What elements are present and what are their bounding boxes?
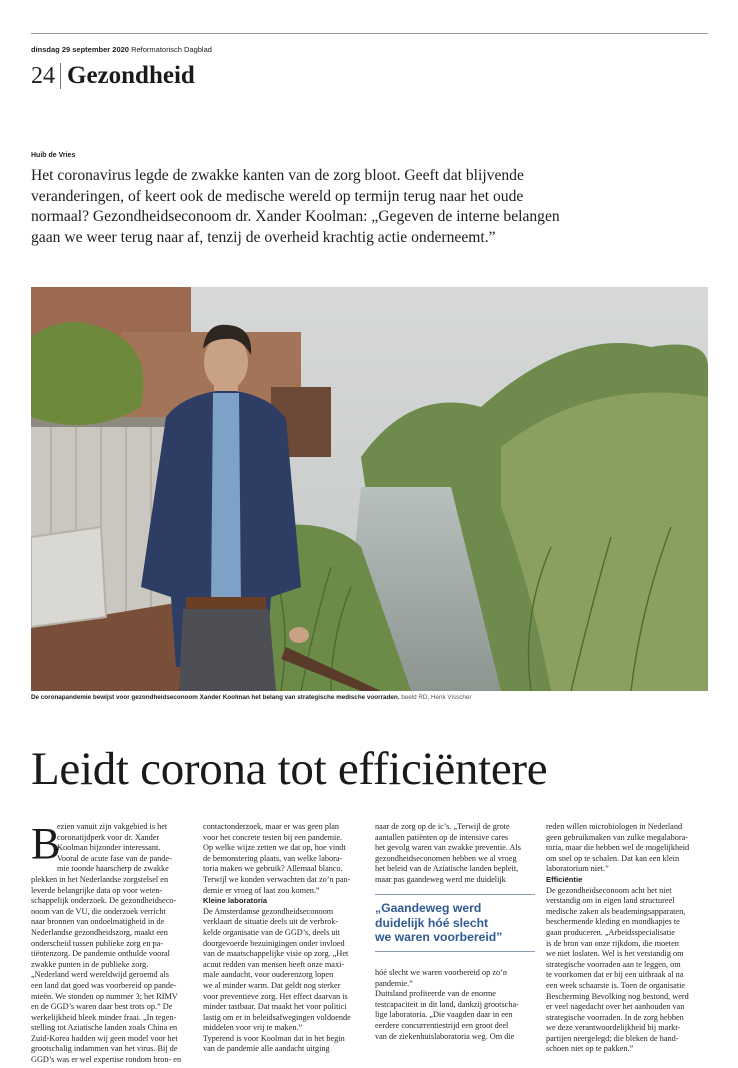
text-line: partijen neergelegd; die bleken de hand- (546, 1033, 679, 1043)
text-line: lige laboratoria. „Die vaagden daar in een (375, 1010, 513, 1020)
pull-quote (375, 894, 535, 952)
text-line: veranderingen, of keert ook de medische wereld op termijn terug naar het oude (31, 187, 524, 205)
text-line: werkelijkheid bleek minder fraai. „In tegen- (31, 1012, 177, 1022)
section-header (31, 60, 195, 92)
text-line: naar de zorg op de ic’s. „Terwijl de grote (375, 822, 510, 831)
text-line: mie toonde haarscherp de zwakke (57, 864, 169, 874)
text-line: Vooral de acute fase van de pande- (57, 853, 172, 863)
text-line: leverde belangrijke data op voor weten- (31, 885, 163, 895)
text-line: gezondheidseconomen hebben we al vroeg (375, 853, 517, 863)
text-line: mieën. We stonden op nummer 3; het RIMV (31, 991, 178, 1001)
text-line: „Gaandeweg werd (375, 901, 482, 915)
text-line: we al minder warm. Dat geldt nog sterker (203, 980, 341, 990)
text-line: gaan produceren. „Arbeidsspecialisatie (546, 927, 675, 937)
text-line: middelen voor vrij te maken.” (203, 1023, 303, 1033)
text-line: Bescherming Bevolking nog bestond, werd (546, 991, 689, 1001)
text-line: pandemie.” (375, 978, 413, 988)
text-line: Koolman bijzonder interessant. (57, 843, 161, 853)
text-line: Op welke wijze zetten we dat op, hoe vindt (203, 843, 346, 853)
text-line: toria, maar die hebben wel de mogelijkheid (546, 843, 690, 853)
subhead-kleine-laboratoria: Kleine laboratoria (203, 896, 268, 906)
text-line: te voorkomen dat er bij een uitbraak al na (546, 970, 684, 980)
column-2 (203, 822, 365, 1055)
photo-illustration (31, 287, 708, 691)
text-line: „Nederland werd wereldwijd geroemd als (31, 970, 169, 980)
text-line: duidelijk hóé slecht (375, 915, 489, 930)
text-line: laboratorium niet.” (546, 864, 609, 874)
text-line: we waren voorbereid” (375, 930, 503, 944)
column-4 (546, 822, 708, 1055)
text-line: ezien vanuit zijn vakgebied is het (57, 822, 168, 831)
text-line: beschermende kleding en mondkapjes te (546, 917, 680, 927)
text-line: Zuid-Korea hadden wij geen model voor het (31, 1033, 178, 1043)
text-line: gaan we weer terug naar af, tenzij de overheid krachtig actie onderneemt.” (31, 228, 496, 246)
text-line: normaal? Gezondheidseconoom dr. Xander Koolman: „Gegeven de interne belangen (31, 208, 560, 225)
text-line: de bemonstering plaats, van welke labora- (203, 853, 343, 863)
text-line: medische zaken als beademingsapparaten, (546, 906, 686, 916)
text-line: tiëntenzorg. De pandemie onthulde vooral (31, 949, 170, 959)
column-1 (31, 819, 193, 1066)
text-line: om snel op te schalen. Dat kan een klein (546, 853, 680, 863)
column-2-text-b (203, 907, 365, 1055)
text-line: strategische voorraden. In de zorg hebben (546, 1012, 684, 1022)
text-line: stelling tot Aziatische landen zoals China en (31, 1023, 178, 1033)
text-line: eerdere concurrentiestrijd een groot deel (375, 1020, 509, 1030)
text-line: aantallen patiënten op de intensive cares (375, 832, 509, 842)
issue-date: dinsdag 29 september 2020 (31, 45, 129, 54)
text-line: is de bron van onze rijkdom, die moeten (546, 938, 679, 948)
text-line: naar bronnen van ondoelmatigheid in de (31, 917, 165, 927)
text-line: contactonderzoek, maar er was geen plan (203, 822, 340, 831)
text-line: het gevolg waren van zwakke preventie. Als (375, 843, 521, 853)
column-4-text-a (546, 822, 708, 875)
text-line: we niet loslaten. Wel is het verstandig om (546, 949, 684, 959)
text-line: schappelijk onderzoek. De gezondheidseco- (31, 896, 177, 906)
text-line: male aandacht, voor ouderenzorg lopen (203, 970, 334, 980)
text-line: van de pandemie alle aandacht uitging (203, 1044, 330, 1054)
text-line: Nederlandse gezondheidszorg, maakt een (31, 927, 168, 937)
text-line: schoen niet op te pakken.” (546, 1044, 634, 1054)
text-line: Het coronavirus legde de zwakke kanten van de zorg bloot. Geeft dat blijvende (31, 167, 524, 184)
text-line: voor het concrete testen bij een pandemie. (203, 832, 343, 842)
text-line: een week schaarste is. Toen de organisatie (546, 980, 686, 990)
text-line: toria maken we gebruik? Allemaal blanco. (203, 864, 343, 874)
text-line: lastig om er in beleidsafwegingen voldoende (203, 1012, 351, 1022)
text-line: testcapaciteit in dit land, dankzij grootscha- (375, 999, 519, 1009)
intro-paragraph (31, 166, 707, 248)
text-line: grootschalig indammen van het virus. Bij de (31, 1044, 178, 1054)
top-rule (31, 33, 708, 34)
column-3-bottom (375, 968, 537, 1042)
drop-cap: B (31, 819, 61, 868)
text-line: Terwijl we konden verwachten dat zo’n pan- (203, 874, 351, 884)
text-line: De gezondheidseconoom acht het niet (546, 885, 672, 895)
subhead-efficientie: Efficiëntie (546, 874, 583, 884)
text-line: we deze verantwoordelijkheid bij markt- (546, 1023, 681, 1033)
dateline (31, 45, 212, 54)
column-3-top (375, 822, 537, 886)
text-line: reden willen microbiologen in Nederland (546, 822, 683, 831)
text-line: onderscheid tussen publieke zorg en pa- (31, 938, 164, 948)
text-line: van de maatschappelijke visie op zorg. „Het (203, 949, 349, 959)
text-line: doorgevoerde bezuinigingen onder invloed (203, 938, 345, 948)
headline: Leidt corona tot efficiëntere (31, 743, 548, 795)
text-line: van de ziekenhuislaboratoria weg. Om die (375, 1031, 515, 1041)
publication-name: Reformatorisch Dagblad (131, 45, 212, 54)
text-line: GGD’s was er wel expertise rondom bron- en (31, 1055, 182, 1065)
text-line: verklaart de situatie deels uit de verbrok- (203, 917, 339, 927)
text-line: een land dat goed was voorbereid op pande- (31, 980, 177, 990)
text-line: De Amsterdamse gezondheidseconoom (203, 906, 334, 916)
text-line: hóé slecht we waren voorbereid op zo’n (375, 968, 507, 977)
text-line: er veel nagedacht over het aanhouden van (546, 1002, 685, 1012)
text-line: geen gebruikmaken van zulke megalabora- (546, 832, 689, 842)
section-divider (60, 63, 61, 89)
text-line: noom van de VU, die onderzoek verricht (31, 906, 166, 916)
column-2-text-a (203, 822, 365, 896)
article-photo (31, 287, 708, 691)
text-line: coronatijdperk voor dr. Xander (57, 832, 160, 842)
section-title: Gezondheid (67, 62, 195, 89)
text-line: maar pas gaandeweg werd me duidelijk (375, 874, 506, 884)
text-line: plekken in het Nederlandse zorgstelsel en (31, 874, 169, 884)
byline: Huib de Vries (31, 152, 76, 159)
photo-credit: beeld RD, Henk Visscher (401, 694, 472, 701)
text-line: en de GGD’s waren daar best trots op.” De (31, 1002, 173, 1012)
text-line: kelde organisatie van de GGD’s, deels uit (203, 927, 341, 937)
text-line: minder tastbaar. Dat maakt het voor politici (203, 1002, 347, 1012)
text-line: verstandig om in eigen land structureel (546, 896, 675, 906)
page-number: 24 (31, 62, 55, 89)
text-line: het beleid van de Aziatische landen bepleit, (375, 864, 519, 874)
text-line: acuut redden van mensen heeft onze maxi- (203, 959, 345, 969)
text-line: strategische voorraden aan te leggen, om (546, 959, 681, 969)
text-line: demie er vroeg of laat zou komen.” (203, 885, 320, 895)
text-line: zwakke punten in de publieke zorg. (31, 959, 149, 969)
text-line: voor preventieve zorg. Het effect daarvan is (203, 991, 348, 1001)
text-line: Duitsland profiteerde van de enorme (375, 989, 496, 999)
photo-caption (31, 694, 471, 701)
caption-text: De coronapandemie bewijst voor gezondheidseconoom Xander Koolman het belang van strategische medische voorraden. (31, 694, 400, 701)
text-line: Typerend is voor Koolman dat in het begin (203, 1033, 345, 1043)
column-4-text-b (546, 886, 708, 1056)
